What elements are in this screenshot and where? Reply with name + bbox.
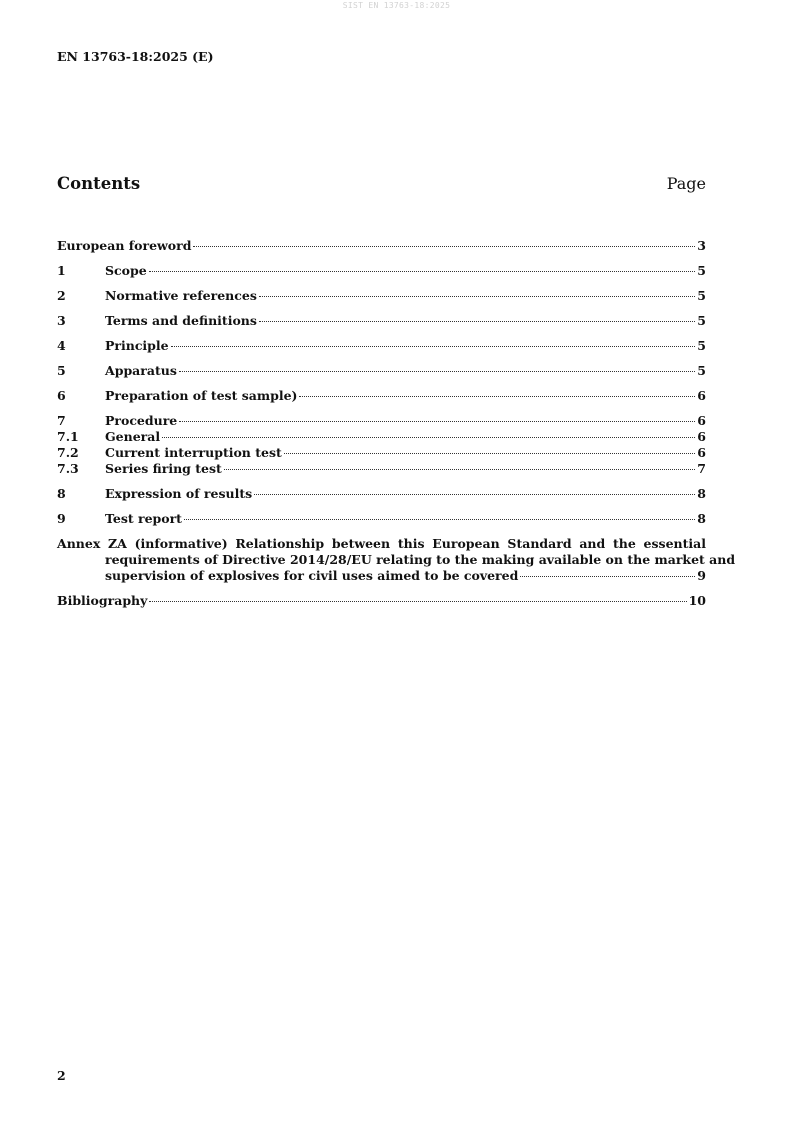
toc-entry-expression-of-results[interactable] (57, 486, 706, 502)
contents-heading: Contents (57, 174, 141, 193)
toc-entry-title: Expression of results (105, 486, 253, 501)
toc-entry-preparation-of-test-sample[interactable] (57, 388, 706, 404)
dot-leader (193, 246, 695, 247)
toc-entry-principle[interactable] (57, 338, 706, 354)
toc-entry-number: 7.3 (57, 461, 79, 476)
annex-title-line-2: requirements of Directive 2014/28/EU relating to the making available on the market and (105, 552, 736, 567)
dot-leader (284, 453, 696, 454)
toc-entry-number: 9 (57, 511, 66, 526)
toc-entry-title: Normative references (105, 288, 257, 303)
annex-title-line-1: Annex ZA (informative) Relationship between this European Standard and the essential (57, 536, 706, 551)
toc-entry-page: 9 (697, 568, 706, 583)
toc-entry-page: 10 (688, 593, 706, 608)
toc-entry-number: 7.1 (57, 429, 79, 444)
toc-entry-current-interruption-test[interactable] (57, 445, 706, 461)
toc-entry-page: 8 (697, 511, 706, 526)
toc-entry-title: Preparation of test sample) (105, 388, 298, 403)
dot-leader (299, 396, 695, 397)
dot-leader (162, 437, 695, 438)
toc-entry-test-report[interactable] (57, 511, 706, 527)
toc-entry-page: 7 (697, 461, 706, 476)
toc-entry-procedure[interactable] (57, 413, 706, 429)
toc-entry-page: 3 (697, 238, 706, 253)
toc-entry-annex-za[interactable] (57, 536, 736, 584)
dot-leader (179, 421, 695, 422)
toc-entry-number: 3 (57, 313, 66, 328)
toc-entry-page: 6 (697, 388, 706, 403)
toc-entry-title: Current interruption test (105, 445, 282, 460)
toc-entry-number: 7 (57, 413, 66, 428)
toc-entry-title: Series firing test (105, 461, 222, 476)
toc-entry-number: 6 (57, 388, 66, 403)
toc-entry-page: 5 (697, 288, 706, 303)
document-id: EN 13763-18:2025 (E) (57, 49, 214, 64)
dot-leader (149, 271, 696, 272)
toc-entry-page: 5 (697, 263, 706, 278)
dot-leader (184, 519, 695, 520)
toc-entry-page: 5 (697, 338, 706, 353)
dot-leader (149, 601, 686, 602)
toc-entry-general[interactable] (57, 429, 706, 445)
toc-entry-scope[interactable] (57, 263, 706, 279)
toc-entry-page: 5 (697, 363, 706, 378)
dot-leader (259, 296, 695, 297)
toc-entry-page: 6 (697, 429, 706, 444)
annex-title-line-3: supervision of explosives for civil uses aimed to be covered (105, 568, 519, 583)
toc-entry-foreword[interactable] (57, 238, 706, 254)
toc-entry-page: 6 (697, 413, 706, 428)
toc-entry-title: Scope (105, 263, 147, 278)
toc-entry-page: 8 (697, 486, 706, 501)
toc-entry-title: Terms and definitions (105, 313, 257, 328)
watermark: SIST EN 13763-18:2025 (342, 1, 451, 10)
toc-entry-page: 5 (697, 313, 706, 328)
page-number: 2 (57, 1068, 66, 1083)
page-column-label: Page (666, 174, 706, 193)
toc-entry-title: General (105, 429, 161, 444)
toc-entry-terms-and-definitions[interactable] (57, 313, 706, 329)
dot-leader (224, 469, 696, 470)
toc-entry-number: 2 (57, 288, 66, 303)
toc-entry-number: 1 (57, 263, 66, 278)
toc-entry-title: Principle (105, 338, 169, 353)
toc-entry-number: 4 (57, 338, 66, 353)
toc-entry-title: Bibliography (57, 593, 148, 608)
toc-entry-normative-references[interactable] (57, 288, 706, 304)
toc-entry-apparatus[interactable] (57, 363, 706, 379)
toc-entry-title: Apparatus (105, 363, 177, 378)
toc-entry-title: Procedure (105, 413, 178, 428)
toc-entry-title: Test report (105, 511, 182, 526)
dot-leader (179, 371, 695, 372)
dot-leader (254, 494, 695, 495)
toc-entry-series-firing-test[interactable] (57, 461, 706, 477)
dot-leader (259, 321, 695, 322)
dot-leader (520, 576, 695, 577)
dot-leader (171, 346, 696, 347)
toc-entry-title: European foreword (57, 238, 192, 253)
toc-entry-number: 7.2 (57, 445, 79, 460)
toc-entry-bibliography[interactable] (57, 593, 706, 609)
toc-entry-number: 8 (57, 486, 66, 501)
toc-entry-number: 5 (57, 363, 66, 378)
table-of-contents (57, 238, 736, 609)
toc-entry-page: 6 (697, 445, 706, 460)
